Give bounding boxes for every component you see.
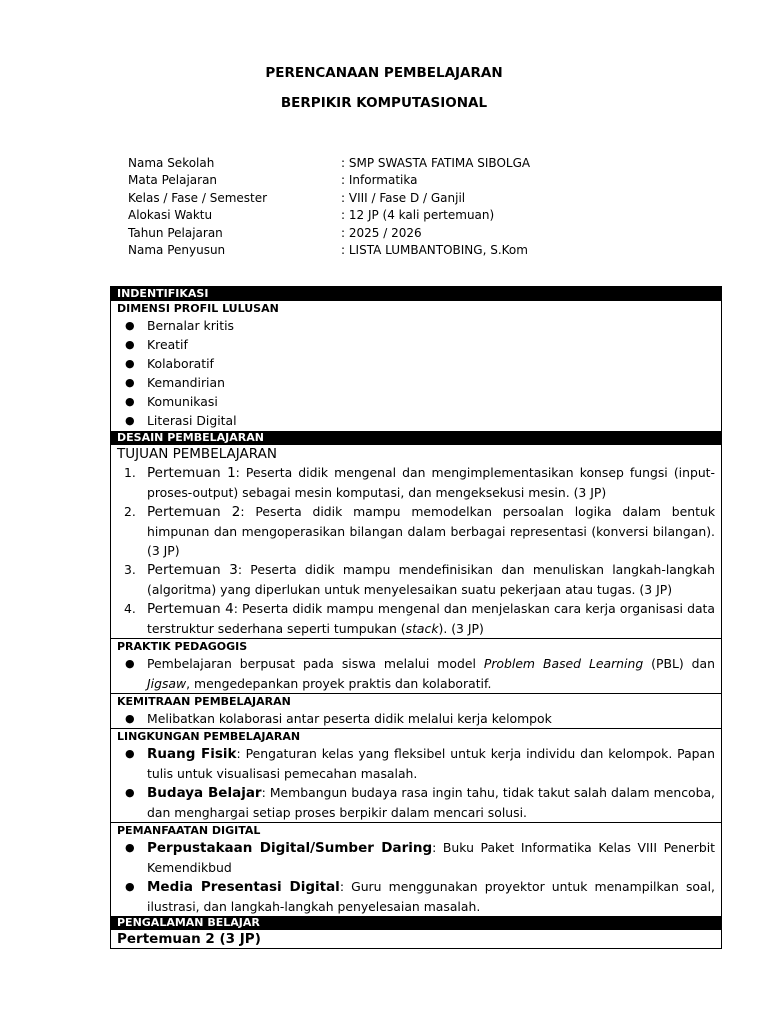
bullet-icon: ●: [125, 319, 135, 332]
info-value: : 12 JP (4 kali pertemuan): [341, 208, 495, 223]
subheader-lingkungan: LINGKUNGAN PEMBELAJARAN: [111, 728, 721, 744]
info-value: : 2025 / 2026: [341, 225, 422, 240]
subheader-praktik: PRAKTIK PEDAGOGIS: [111, 638, 721, 654]
list-item: ● Kolaboratif: [111, 354, 721, 373]
list-item: 1. Pertemuan 1: Peserta didik mengenal dan mengimplementasikan konsep fungsi (input-proses-output) sebagai mesin komputasi, dan mengeksekusi mesin. (3 JP): [124, 464, 715, 500]
info-label: Mata Pelajaran: [128, 173, 218, 188]
subheader-tujuan: TUJUAN PEMBELAJARAN: [117, 445, 277, 462]
bullet-icon: ●: [125, 414, 135, 428]
meeting-heading: Pertemuan 2 (3 JP): [117, 931, 261, 948]
bullet-icon: ●: [125, 357, 135, 371]
bullet-icon: ●: [125, 746, 135, 760]
info-label: Tahun Pelajaran: [128, 225, 223, 240]
info-value: : SMP SWASTA FATIMA SIBOLGA: [341, 156, 531, 170]
info-row: [128, 207, 530, 224]
document-title: PERENCANAAN PEMBELAJARAN: [265, 65, 503, 81]
bullet-icon: ●: [125, 785, 135, 799]
identity-block: [128, 155, 530, 259]
list-item: ● Literasi Digital: [111, 411, 721, 430]
praktik-list: [111, 654, 721, 692]
info-row: [128, 225, 530, 242]
info-value: : VIII / Fase D / Ganjil: [341, 190, 466, 205]
info-row: [128, 172, 530, 189]
list-item: 4. Pertemuan 4: Peserta didik mampu mengenal dan menjelaskan cara kerja organisasi data terstruktur sederhana seperti tumpukan (stack). (3 JP): [124, 601, 716, 637]
subheader-dimensi-profil: DIMENSI PROFIL LULUSAN: [117, 302, 279, 315]
bullet-icon: ●: [125, 395, 135, 409]
document-subtitle: BERPIKIR KOMPUTASIONAL: [280, 95, 488, 111]
list-item: ● Perpustakaan Digital/Sumber Daring: Buku Paket Informatika Kelas VIII Penerbit Kemendikbud: [125, 840, 715, 876]
info-value: : LISTA LUMBANTOBING, S.Kom: [341, 242, 528, 257]
digital-list: [111, 838, 721, 916]
lesson-plan-table: [110, 286, 722, 949]
bullet-icon: ●: [125, 657, 135, 671]
bullet-icon: ●: [125, 376, 135, 390]
subheader-digital: PEMANFAATAN DIGITAL: [111, 822, 721, 838]
bullet-icon: ●: [125, 841, 135, 855]
section-header-identifikasi: INDENTIFIKASI: [111, 287, 721, 301]
info-label: Kelas / Fase / Semester: [128, 190, 268, 205]
list-item: 3. Pertemuan 3: Peserta didik mampu mendefinisikan dan menuliskan langkah-langkah (algoritma) yang diperlukan untuk menyelesaikan suatu pekerjaan atau tugas. (3 JP): [124, 562, 715, 598]
kemitraan-list: [111, 709, 721, 728]
list-item: ● Ruang Fisik: Pengaturan kelas yang fleksibel untuk kerja individu dan kelompok. Papan tulis untuk visualisasi pemecahan masalah.: [125, 745, 715, 781]
list-item: ● Budaya Belajar: Membangun budaya rasa ingin tahu, tidak takut salah dalam mencoba, dan menghargai setiap proses berpikir dalam mencari solusi.: [125, 784, 715, 820]
lingkungan-list: [111, 744, 721, 822]
info-label: Nama Penyusun: [128, 242, 226, 257]
profile-dimension-list: [111, 316, 721, 431]
section-header-pengalaman: PENGALAMAN BELAJAR: [111, 916, 721, 930]
list-item: ● Kemandirian: [111, 373, 721, 392]
list-item: ● Melibatkan kolaborasi antar peserta didik melalui kerja kelompok: [111, 709, 721, 728]
learning-objectives-list: [111, 463, 721, 639]
list-item: 2. Pertemuan 2: Peserta didik mampu memodelkan persoalan logika dalam bentuk himpunan dan mengoperasikan bilangan dalam berbagai representasi (konversi bilangan). (3 JP): [124, 503, 716, 558]
info-label: Alokasi Waktu: [128, 208, 213, 223]
bullet-icon: ●: [125, 338, 135, 352]
list-item: ● Pembelajaran berpusat pada siswa melalui model Problem Based Learning (PBL) dan Jigsaw, mengedepankan proyek praktis dan kolaboratif.: [125, 656, 715, 691]
list-item: ● Komunikasi: [111, 392, 721, 411]
subheader-kemitraan: KEMITRAAN PEMBELAJARAN: [111, 693, 721, 709]
info-label: Nama Sekolah: [128, 156, 215, 170]
info-value: : Informatika: [341, 173, 418, 188]
list-item: ● Bernalar kritis: [111, 316, 721, 335]
section-header-desain: DESAIN PEMBELAJARAN: [111, 431, 721, 445]
info-row: [128, 155, 530, 172]
info-row: [128, 190, 530, 207]
bullet-icon: ●: [125, 711, 135, 725]
list-item: ● Kreatif: [111, 335, 721, 354]
list-item: ● Media Presentasi Digital: Guru menggunakan proyektor untuk menampilkan soal, ilustrasi, dan langkah-langkah penyelesaian masalah.: [125, 879, 715, 915]
bullet-icon: ●: [125, 880, 135, 894]
info-row: [128, 242, 530, 259]
